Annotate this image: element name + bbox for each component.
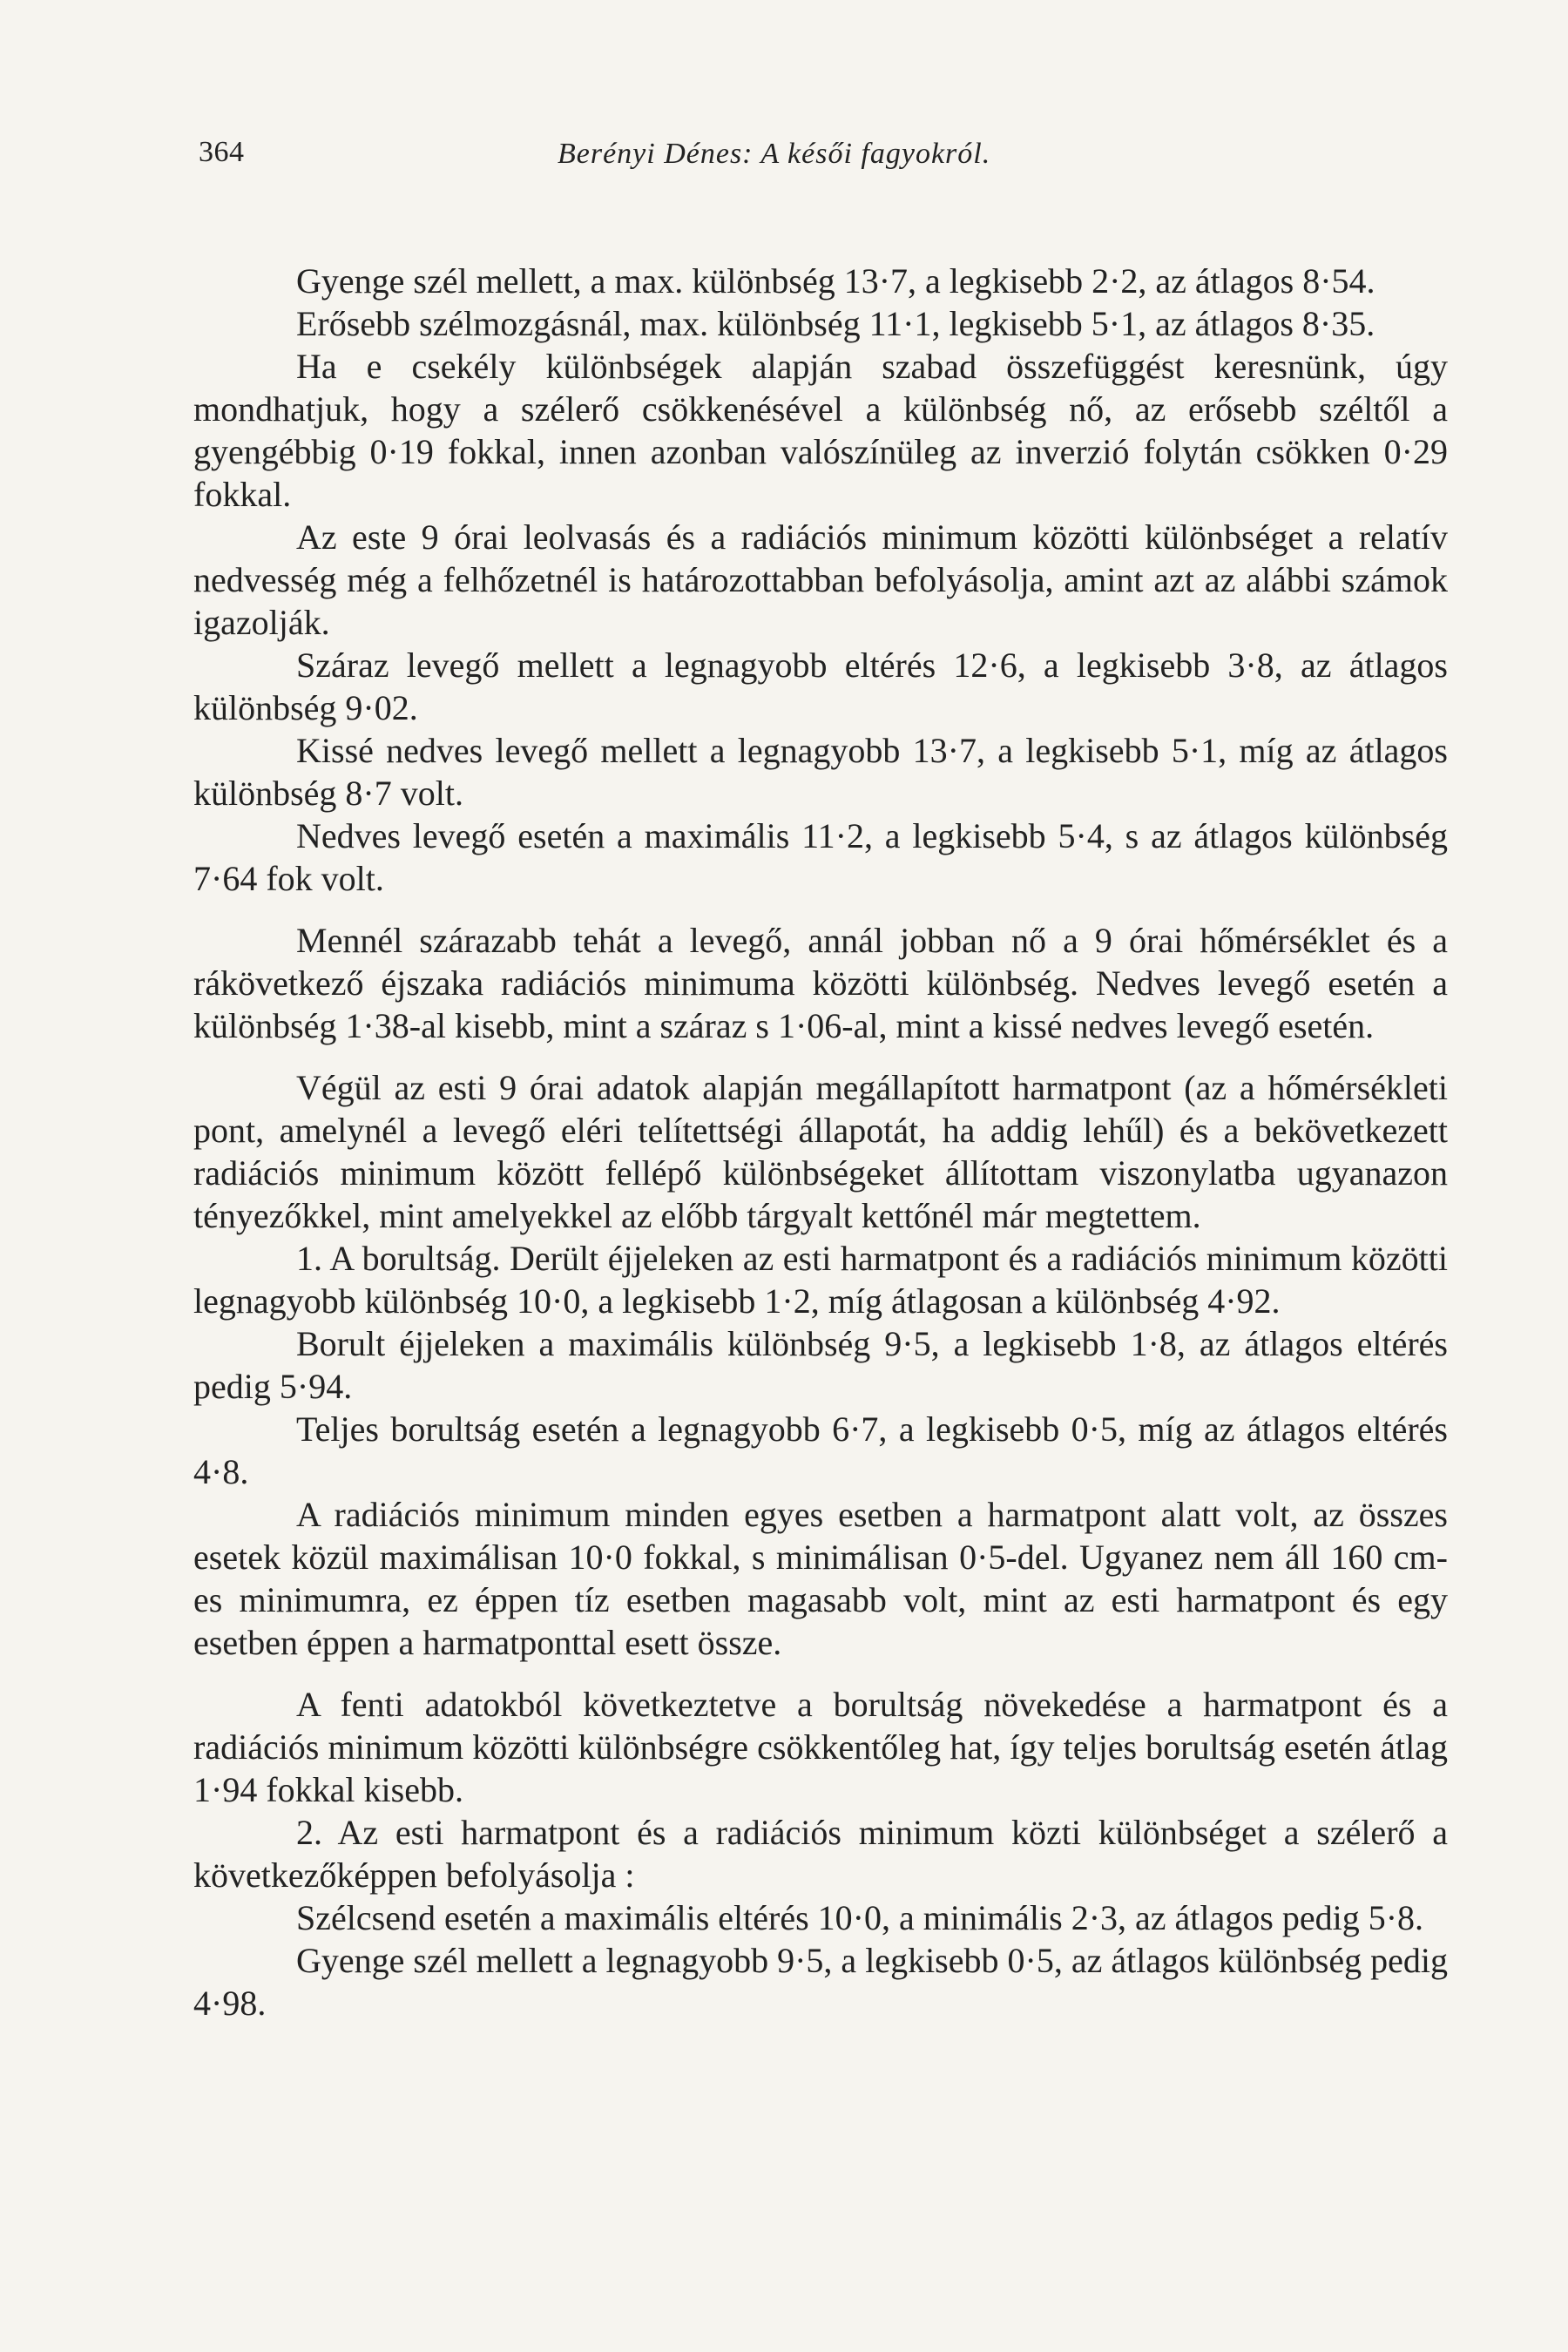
paragraph: Szélcsend esetén a maximális eltérés 10·0, a minimális 2·3, az átlagos pedig 5·8. [296,1898,1424,1937]
paragraph: Kissé nedves levegő mellett a legnagyobb 13·7, a legkisebb 5·1, míg az átlagos különbség 8·7 volt. [193,731,1448,813]
paragraph: 1. A borultság. Derült éjjeleken az esti harmatpont és a radiációs minimum közötti legnagyobb különbség 10·0, a legkisebb 1·2, míg átlagosan a különbség 4·92. [193,1239,1448,1321]
paragraph: A fenti adatokból következtetve a borultság növekedése a harmatpont és a radiációs minimum közötti különbségre csökkentőleg hat, így teljes borultság esetén átlag 1·94 fokkal kisebb. [193,1685,1448,1809]
running-title: Berényi Dénes: A késői fagyokról. [558,138,991,170]
paragraph: Borult éjjeleken a maximális különbség 9·5, a legkisebb 1·8, az átlagos eltérés pedig 5·94. [193,1324,1448,1406]
paragraph: Száraz levegő mellett a legnagyobb eltérés 12·6, a legkisebb 3·8, az átlagos különbség 9·02. [193,645,1448,727]
paragraph: Gyenge szél mellett, a max. különbség 13·7, a legkisebb 2·2, az átlagos 8·54. [296,261,1375,301]
paragraph: Teljes borultság esetén a legnagyobb 6·7, a legkisebb 0·5, míg az átlagos eltérés 4·8. [193,1409,1448,1491]
page-number: 364 [199,136,245,168]
paragraph: 2. Az esti harmatpont és a radiációs minimum közti különbséget a szélerő a következőképpen befolyásolja : [193,1813,1448,1895]
body-text [193,260,1448,2024]
paragraph: A radiációs minimum minden egyes esetben a harmatpont alatt volt, az összes esetek közül maximálisan 10·0 fokkal, s minimálisan 0·5-del. Ugyanez nem áll 160 cm-es minimumra, ez éppen tíz esetben magasabb volt, mint az esti harmatpont és egy esetben éppen a harmatponttal esett össze. [193,1495,1448,1662]
paragraph: Végül az esti 9 órai adatok alapján megállapított harmatpont (az a hőmérsékleti pont, amelynél a levegő eléri telítettségi állapotát, ha addig lehűl) és a bekövetkezett radiációs minimum között fellépő különbségeket állítottam viszonylatba ugyanazon tényezőkkel, mint amelyekkel az előbb tárgyalt kettőnél már megtettem. [193,1068,1448,1235]
paragraph: Az este 9 órai leolvasás és a radiációs minimum közötti különbséget a relatív nedvesség még a felhőzetnél is határozottabban befolyásolja, amint azt az alábbi számok igazolják. [193,517,1448,642]
paragraph: Gyenge szél mellett a legnagyobb 9·5, a legkisebb 0·5, az átlagos különbség pedig 4·98. [193,1941,1448,2023]
paragraph: Mennél szárazabb tehát a levegő, annál jobban nő a 9 órai hőmérséklet és a rákövetkező éjszaka radiációs minimuma közötti különbség. Nedves levegő esetén a különbség 1·38-al kisebb, mint a száraz s 1·06-al, mint a kissé nedves levegő esetén. [193,921,1448,1045]
paragraph: Nedves levegő esetén a maximális 11·2, a legkisebb 5·4, s az átlagos különbség 7·64 fok volt. [193,816,1448,898]
paragraph: Erősebb szélmozgásnál, max. különbség 11·1, legkisebb 5·1, az átlagos 8·35. [296,304,1375,343]
paragraph: Ha e csekély különbségek alapján szabad összefüggést keresnünk, úgy mondhatjuk, hogy a szélerő csökkenésével a különbség nő, az erősebb széltől a gyengébbig 0·19 fokkal, innen azonban valószínüleg az inverzió folytán csökken 0·29 fokkal. [193,347,1448,514]
